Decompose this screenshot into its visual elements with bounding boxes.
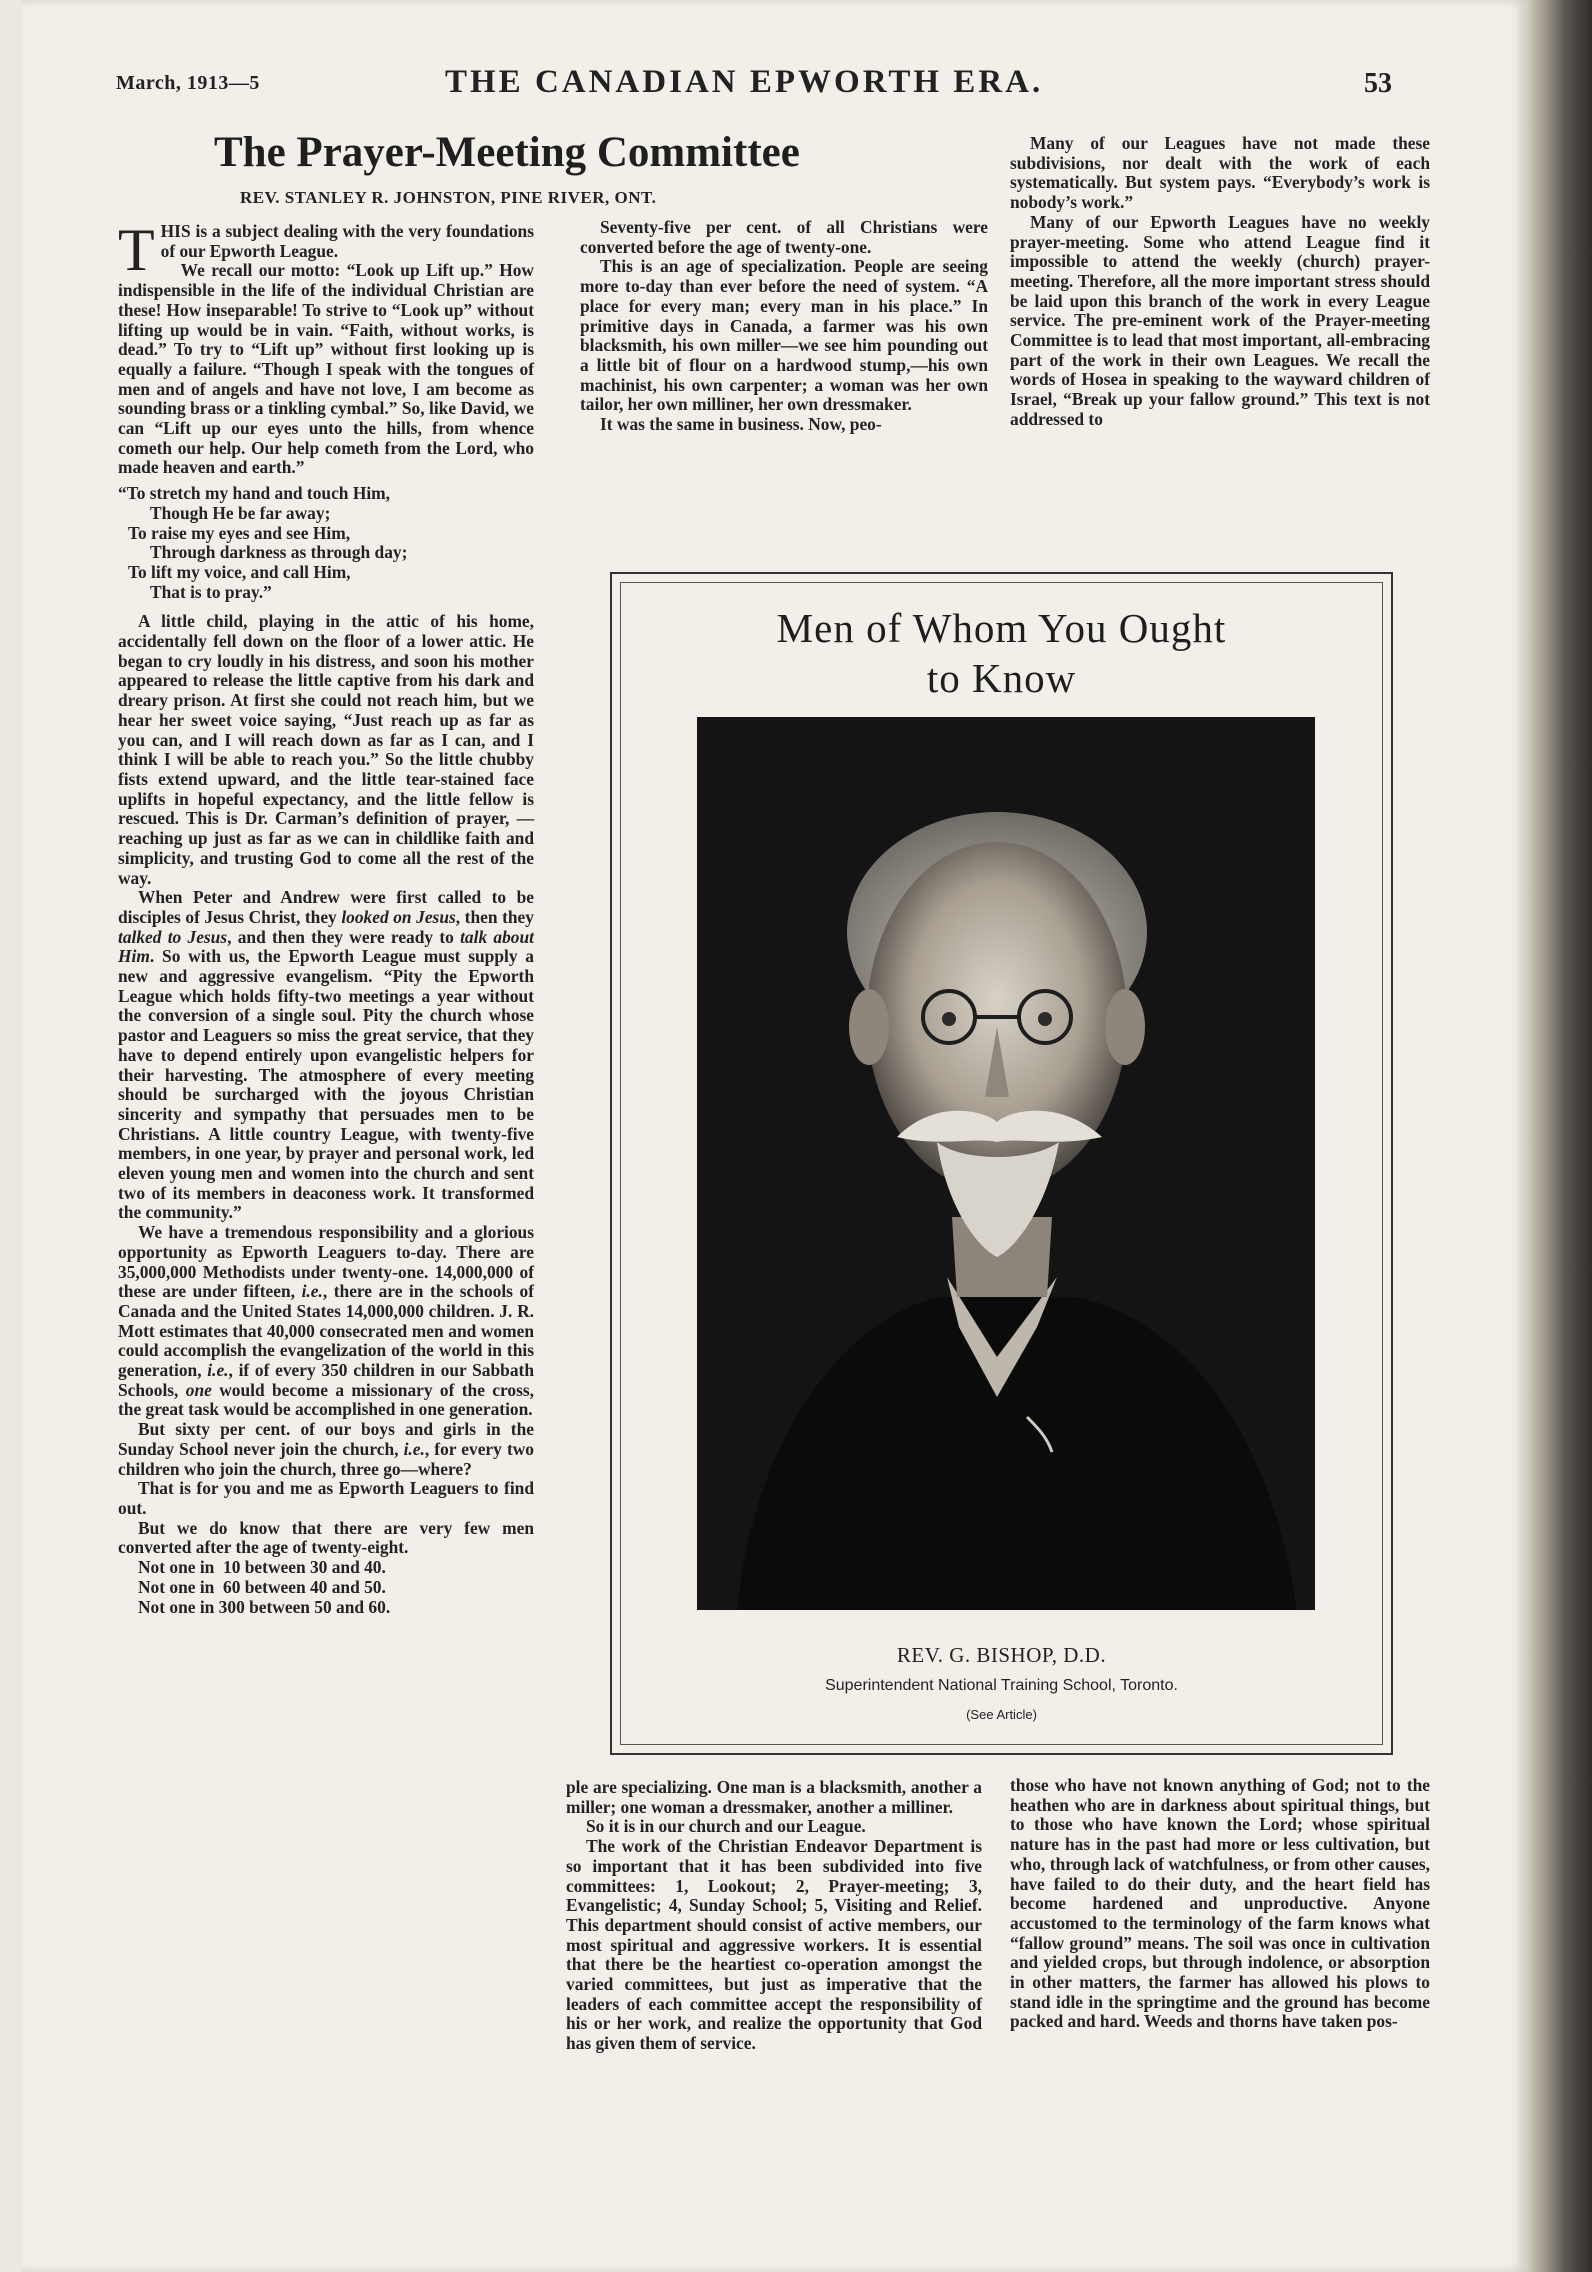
portrait-caption-name: REV. G. BISHOP, D.D. <box>896 1643 1107 1667</box>
stat-row <box>118 1578 534 1598</box>
column-3-bottom <box>1010 1776 1430 2032</box>
drop-cap: T <box>118 217 155 283</box>
italic-run: i.e. <box>207 1360 229 1381</box>
poem-line: “To stretch my hand and touch Him, <box>118 483 391 504</box>
text-run: . So with us, the Epworth League must supply a new and aggressive evangelism. “Pity the Epworth League which holds fifty-two meetings a year without the conversion of a single soul. Pity the church whose pastor and Leaguers so miss the great service, that they have to depend entirely upon evangelistic helpers for their harvesting. The atmosphere of every meeting should be surcharged with the joyous Christian sincerity and sympathy that persuades men to be Christians. A little country League, with twenty-five members, in one year, by prayer and personal work, led eleven young men and women into the church and sent two of its members in deaconess work. It transformed the community.” <box>118 946 534 1223</box>
italic-run: looked on Jesus <box>341 906 456 927</box>
stat-row <box>118 1598 534 1618</box>
italic-run: i.e. <box>403 1438 425 1459</box>
stat-text: Not one in 60 between 40 and 50. <box>138 1576 386 1597</box>
paragraph <box>118 1420 534 1479</box>
text-run: , then they <box>455 906 534 927</box>
feature-inner-border <box>620 582 1383 1745</box>
paragraph <box>118 1223 534 1420</box>
text-run: But sixty per cent. of our boys and girls in the Sunday School never join the church, <box>118 1419 534 1459</box>
column-1 <box>118 217 535 1617</box>
column-2-top <box>580 218 988 435</box>
paragraph: It was the same in business. Now, peo- <box>600 414 882 435</box>
poem <box>118 484 534 602</box>
poem-line: Through darkness as through day; <box>150 542 408 563</box>
poem-line: That is to pray.” <box>150 581 272 602</box>
italic-run: one <box>185 1379 212 1400</box>
paragraph: That is for you and me as Epworth Leaguers to find out. <box>118 1478 534 1518</box>
paragraph: We recall our motto: “Look up Lift up.” How indispensible in the life of the individual Christian are these! How inseparable! To strive to “Look up” without lifting up would be in vain. “Faith, without works, is dead.” To try to “Lift up” without first looking up is equally a failure. “Though I speak with the tongues of men and of angels and have not love, I am become as sounding brass or a tinkling cymbal.” So, like David, we can “Lift up our eyes unto the hills, from whence cometh our help. Our help cometh from the Lord, who made heaven and earth.” <box>118 260 534 478</box>
poem-line: Though He be far away; <box>150 502 331 523</box>
text-run: When Peter and Andrew were first called to be disciples of Jesus Christ, they <box>118 887 534 927</box>
article-title: The Prayer-Meeting Committee <box>214 129 800 176</box>
italic-run: talk about Him <box>118 926 534 967</box>
poem-line: To raise my eyes and see Him, <box>128 522 351 543</box>
paragraph: ple are specializing. One man is a blacksmith, another a miller; one woman a dressmaker, another a milliner. <box>566 1777 982 1817</box>
paragraph: So it is in our church and our League. <box>586 1816 866 1837</box>
portrait-caption-role: Superintendent National Training School, Toronto. <box>825 1677 1178 1694</box>
text-run: , for every two children who join the church, three go—where? <box>118 1438 534 1479</box>
text-run: would become a missionary of the cross, the great task would be accomplished in one generation. <box>118 1379 535 1420</box>
feature-heading <box>621 603 1382 703</box>
paragraph: The work of the Christian Endeavor Department is so important that it has been subdivided into five committees: 1, Lookout; 2, Prayer-meeting; 3, Evangelistic; 4, Sunday School; 5, Visiting and Relief. This department should consist of active members, our most spiritual and aggressive workers. It is essential that there be the heartiest co-operation amongst the varied committees, but just as imperative that the leaders of each committee accept the responsibility of his or her work, and realize the opportunity that God has given them of service. <box>566 1836 982 2054</box>
paragraph: Many of our Epworth Leagues have no weekly prayer-meeting. Some who attend League find it impossible to attend the weekly (church) prayer-meeting. Therefore, all the more important stress should be laid upon this branch of the work in every League service. The pre-eminent work of the Prayer-meeting Committee is to lead that most important, all-embracing part of the work in their own Leagues. We recall the words of Hosea in speaking to the wayward children of Israel, “Break up your fallow ground.” This text is not addressed to <box>1010 211 1430 429</box>
feature-heading-line: to Know <box>926 655 1077 701</box>
paragraph: Many of our Leagues have not made these subdivisions, nor dealt with the work of each systematically. But system pays. “Everybody’s work is nobody’s work.” <box>1010 133 1430 213</box>
text-run: , there are in the schools of Canada and the United States 14,000,000 children. J. R. Mott estimates that 40,000 consecrated men and women could accomplish the evangelization of the world in this generation, <box>118 1281 534 1381</box>
magazine-title: THE CANADIAN EPWORTH ERA. <box>445 64 1044 100</box>
book-binding-edge <box>1526 0 1592 2272</box>
feature-box <box>610 572 1393 1755</box>
italic-run: i.e. <box>301 1281 323 1302</box>
paragraph: A little child, playing in the attic of his home, accidentally fell down on the floor of a lower attic. He began to cry loudly in his distress, and soon his mother appeared to release the little captive from his dark and dreary prison. At first she could not reach him, but we hear her sweet voice saying, “Just reach up as far as you can, and I will reach down as far as I can, and I think I will be able to reach you.” So the little chubby fists extend upward, and the little tear-stained face uplifts in hopeful expectancy, and the little fellow is rescued. This is Dr. Carman’s definition of prayer, —reaching up just as far as we can in childlike faith and simplicity, and trusting God to come all the rest of the way. <box>118 611 534 888</box>
stat-text: Not one in 10 between 30 and 40. <box>138 1557 386 1578</box>
text-run: , if of every 350 children in our Sabbath Schools, <box>118 1360 534 1400</box>
column-2-bottom <box>566 1778 982 2054</box>
paragraph: Seventy-five per cent. of all Christians were converted before the age of twenty-one. <box>580 217 988 257</box>
stat-row <box>118 1558 534 1578</box>
portrait-caption-note: (See Article) <box>966 1707 1037 1722</box>
text-run: , and then they were ready to <box>227 926 461 947</box>
paragraph <box>118 888 534 1223</box>
portrait-photo <box>697 717 1315 1610</box>
text-run: We have a tremendous responsibility and a glorious opportunity as Epworth Leaguers to-day. There are 35,000,000 Methodists under twenty-one. 14,000,000 of these are under fifteen, <box>118 1222 534 1302</box>
paragraph: those who have not known anything of God; not to the heathen who are in darkness about spiritual things, but to those who have known the Lord; whose spiritual nature has in the past had more or less cultivation, but who, through lack of watchfulness, or from other causes, have failed to do their duty, and the heart field has become hardened and unproductive. Anyone accustomed to the terminology of the farm knows what “fallow ground” means. The soil was once in cultivation and yielded crops, but through indolence, or absorption in other matters, the farmer has allowed his plows to stand idle in the springtime and the ground has become packed and hard. Weeds and thorns have taken pos- <box>1010 1775 1430 2032</box>
feature-heading-line: Men of Whom You Ought <box>776 605 1227 651</box>
paragraph-text: HIS is a subject dealing with the very foundations of our Epworth League. <box>160 221 534 261</box>
paragraph <box>118 217 534 283</box>
italic-run: talked to Jesus <box>118 926 228 947</box>
article-author: REV. STANLEY R. JOHNSTON, PINE RIVER, ONT. <box>240 188 657 207</box>
paragraph: But we do know that there are very few men converted after the age of twenty-eight. <box>118 1517 534 1558</box>
poem-line: To lift my voice, and call Him, <box>128 561 351 582</box>
portrait-illustration <box>697 717 1315 1610</box>
stat-text: Not one in 300 between 50 and 60. <box>138 1596 391 1617</box>
column-3-top <box>1010 134 1430 430</box>
issue-date: March, 1913—5 <box>116 72 260 94</box>
page-number: 53 <box>1364 68 1392 99</box>
paragraph: This is an age of specialization. People are seeing more to-day than ever before the need of system. “A place for every man; every man in his place.” In primitive days in Canada, a farmer was his own blacksmith, his own miller—we see him pounding out a little bit of flour on a hardwood stump,—his own machinist, his own carpenter; a woman was her own tailor, her own milliner, her own dressmaker. <box>580 256 988 415</box>
